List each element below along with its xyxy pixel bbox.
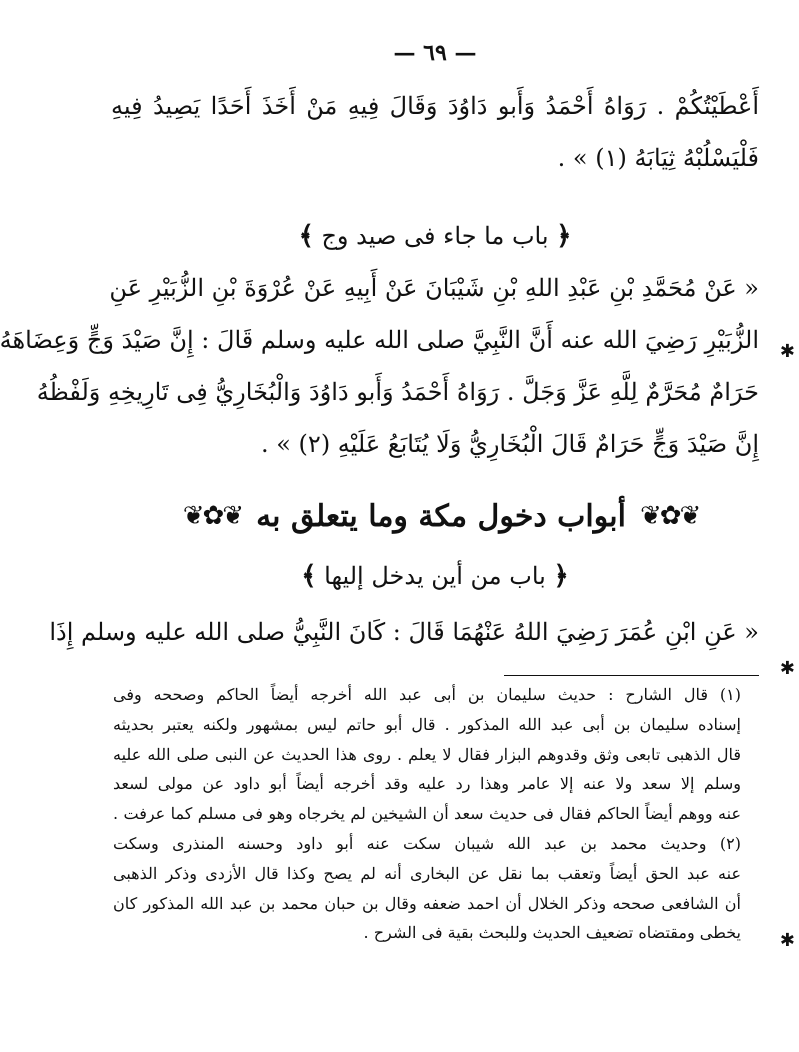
section-heading-text: باب من أين يدخل إليها [324,562,546,590]
ornate-bracket-close-icon: ﴾ [301,561,317,591]
footnote-line: إسناده سليمان بن أبى عبد الله المذكور . قال أبو حاتم ليس بمشهور ولكنه يعتبر بحديثه [113,714,741,734]
footnote-line: قال الذهبى تابعى وثق وقدوهم البزار فقال لا يعلم . روى هذا الحديث عن النبى صلى الله عليه [113,744,742,764]
margin-asterisk-icon: ✱ [779,930,795,951]
top-text [111,80,759,184]
footnote-line: أن الشافعى صححه وذكر الخلال أن احمد ضعفه وقال بن حبان محمد بن عبد الله المذكور كان [113,893,741,913]
text-line: « عَنْ مُحَمَّدِ بْنِ عَبْدِ اللهِ بْنِ شَيْبَانَ عَنْ أَبِيهِ عَنْ عُرْوَةَ بْنِ الزُّبَيْرِ عَنِ [109,274,759,302]
ornament-left-icon: ❦✿❦ [182,501,243,531]
footnote-line: (١) قال الشارح : حديث سليمان بن أبى عبد الله أخرجه أيضاً الحاكم وصححه وفى [113,685,741,704]
footnote-line: وسلم إلا سعد ولا عنه إلا عامر وهذا رد عليه وقد أخرجه أيضاً أبو داود عن مولى لسعد [113,774,741,794]
footnote-line: عنه عبد الحق أيضاً وتعقب بما نقل عن البخارى أنه لم يصح وكذا قال الأزدى وذكر الذهبى [113,863,741,883]
text-line: فَلْيَسْلُبْهُ ثِيَابَهُ (١) » . [557,144,759,172]
section-heading-entry [71,556,799,596]
ornate-bracket-close-icon: ﴾ [298,221,314,251]
footnote-line: (٢) وحديث محمد بن عبد الله شيبان سكت عنه أبو داود وحسنه المنذرى وسكت [113,833,741,853]
ornament-right-icon: ❦✿❦ [639,501,700,531]
ornate-bracket-open-icon: ﴿ [553,561,569,591]
margin-asterisk-icon: ✱ [779,341,795,362]
text-line: « عَنِ ابْنِ عُمَرَ رَضِيَ اللهُ عَنْهُمَا قَالَ : كَانَ النَّبِيُّ صلى الله عليه وسلم إِذَا [49,618,759,646]
text-line: إِنَّ صَيْدَ وَجٍّ حَرَامٌ قَالَ الْبُخَارِيُّ وَلَا يُتَابَعُ عَلَيْهِ (٢) » . [260,430,759,458]
hadith-entry [49,606,759,658]
chapter-heading [161,490,721,542]
text-line: أَعْطَيْتُكُمْ . رَوَاهُ أَحْمَدُ وَأَبو دَاوُدَ وَقَالَ فِيهِ مَنْ أَخَذَ أَحَدًا يَصِيدُ فِيهِ [111,92,759,120]
page-number: — ٦٩ — [393,40,477,66]
hadith-wajj [0,262,759,470]
section-heading-wajj [71,216,799,256]
text-line: حَرَامٌ مُحَرَّمٌ لِلَّهِ عَزَّ وَجَلَّ . رَوَاهُ أَحْمَدُ وَأَبو دَاوُدَ وَالْبُخَارِيُّ فِى تَارِيخِهِ وَلَفْظُهُ [36,378,759,406]
ornate-bracket-open-icon: ﴿ [556,221,572,251]
section-heading-text: باب ما جاء فى صيد وج [321,222,549,250]
footnotes [113,680,741,948]
margin-asterisk-icon: ✱ [779,658,795,679]
footnote-line: يخطى ومقتضاه تضعيف الحديث وللبحث بقية فى الشرح . [363,923,741,943]
footnote-divider [504,675,759,676]
chapter-title: أبواب دخول مكة وما يتعلق به [256,498,626,534]
text-line: الزُّبَيْرِ رَضِيَ الله عنه أَنَّ النَّبِيَّ صلى الله عليه وسلم قَالَ : إِنَّ صَيْدَ وَجٍّ وَعِضَاهَهُ [0,326,759,354]
footnote-line: عنه ووهم أيضاً الحاكم فقال فى حديث سعد أن الشيخين لم يخرجاه وهو فى مسلم كما عرفت . [113,804,741,824]
